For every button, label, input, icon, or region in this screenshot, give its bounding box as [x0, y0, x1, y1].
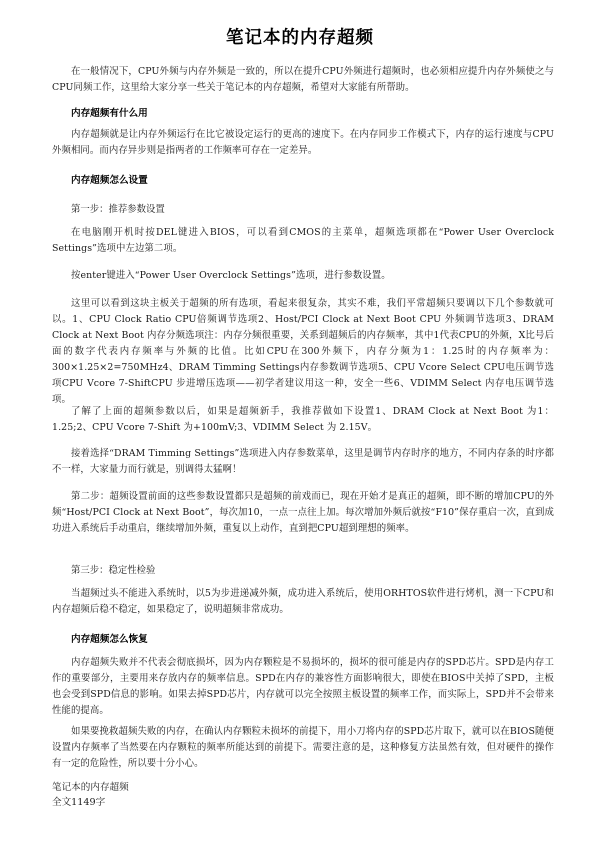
paragraph-recommended: 了解了上面的超频参数以后，如果是超频新手，我推荐做如下设置1、DRAM Clock at Next Boot 为1：1.25;2、CPU Vcore 7-Shift 为+100mV;3、VDIMM Select 为 2.15V。 — [52, 406, 554, 433]
footer-title: 笔记本的内存超频 — [52, 782, 129, 793]
paragraph-enter-settings: 按enter键进入“Power User Overclock Settings”选项，进行参数设置。 — [71, 270, 391, 281]
section-heading-recovery: 内存超频怎么恢复 — [71, 634, 148, 645]
section-heading-purpose: 内存超频有什么用 — [71, 108, 148, 119]
footer-word-count: 全文1149字 — [52, 797, 106, 808]
paragraph-stability: 当超频过头不能进入系统时，以5为步进递减外频，成功进入系统后，使用ORHTOS软件进行烤机，测一下CPU和内存超频后稳不稳定，如果稳定了，说明超频非常成功。 — [52, 588, 554, 615]
step-three-label: 第三步：稳定性检验 — [71, 565, 156, 576]
paragraph-recovery-spd: 内存超频失败并不代表会彻底损坏，因为内存颗粒是不易损坏的，损坏的很可能是内存的SPD芯片。SPD是内存工作的重要部分，主要用来存放内存的频率信息。SPD在内存的兼容性方面影响很大，即使在BIOS中关掉了SPD，主板也会受到SPD信息的影响。如果去掉SPD芯片，内存就可以完全按照主板设置的频率工作，而实际上，SPD并不会带来性能的提高。 — [52, 657, 554, 716]
paragraph-bios-entry: 在电脑刚开机时按DEL键进入BIOS，可以看到CMOS的主菜单，超频选项都在“Power User Overclock Settings”选项中左边第二项。 — [52, 227, 554, 254]
paragraph-purpose: 内存超频就是让内存外频运行在比它被设定运行的更高的速度下。在内存同步工作模式下，内存的运行速度与CPU外频相同。而内存异步则是指两者的工作频率可存在一定差异。 — [52, 129, 554, 156]
section-heading-settings: 内存超频怎么设置 — [71, 175, 148, 186]
paragraph-recovery-fix: 如果要挽救超频失败的内存，在确认内存颗粒未损坏的前提下，用小刀将内存的SPD芯片取下，就可以在BIOS随便设置内存频率了当然要在内存颗粒的频率所能达到的前提下。需要注意的是，这种修复方法虽然有效，但对硬件的操作有一定的危险性，所以要十分小心。 — [52, 726, 554, 769]
intro-paragraph: 在一般情况下，CPU外频与内存外频是一致的，所以在提升CPU外频进行超频时，也必须相应提升内存外频使之与CPU同频工作，这里给大家分享一些关于笔记本的内存超频，希望对大家能有所帮助。 — [52, 66, 554, 93]
step-one-label: 第一步：推荐参数设置 — [71, 204, 165, 215]
paragraph-timings: 接着选择“DRAM Timming Settings”选项进入内存参数菜单，这里是调节内存时序的地方，不同内存条的时序都不一样，大家量力而行就是，别调得太猛啊！ — [52, 448, 554, 475]
paragraph-parameters: 这里可以看到这块主板关于超频的所有选项，看起来很复杂，其实不难，我们平常超频只要调以下几个参数就可以。1、CPU Clock Ratio CPU倍频调节选项2、Host/PCI Clock at Next Boot CPU 外频调节选项3、DRAM Clock at Next Boot 内存分频选项注：内存分频很重要，关系到超频后的内存频率，其中1代表CPU的外频，X比号后面的数字代表内存频率与外频的比值。比如CPU在300外频下，内存分频为1：1.25时的内存频率为：300×1.25×2=750MHz4、DRAM Timming Settings内存参数调节选项5、CPU Vcore Select CPU电压调节选项CPU Vcore 7-ShiftCPU 步进增压选项——初学者建议用这一种，安全一些6、VDIMM Select 内存电压调节选项。 — [52, 298, 554, 405]
document-title: 笔记本的内存超频 — [226, 28, 374, 48]
paragraph-step-two: 第二步：超频设置前面的这些参数设置都只是超频的前戏而已，现在开始才是真正的超频，即不断的增加CPU的外频“Host/PCI Clock at Next Boot”，每次加10，一点一点往上加。每次增加外频后就按“F10”保存重启一次，直到成功进入系统后手动重启，继续增加外频，重复以上动作，直到把CPU超到理想的频率。 — [52, 491, 554, 534]
